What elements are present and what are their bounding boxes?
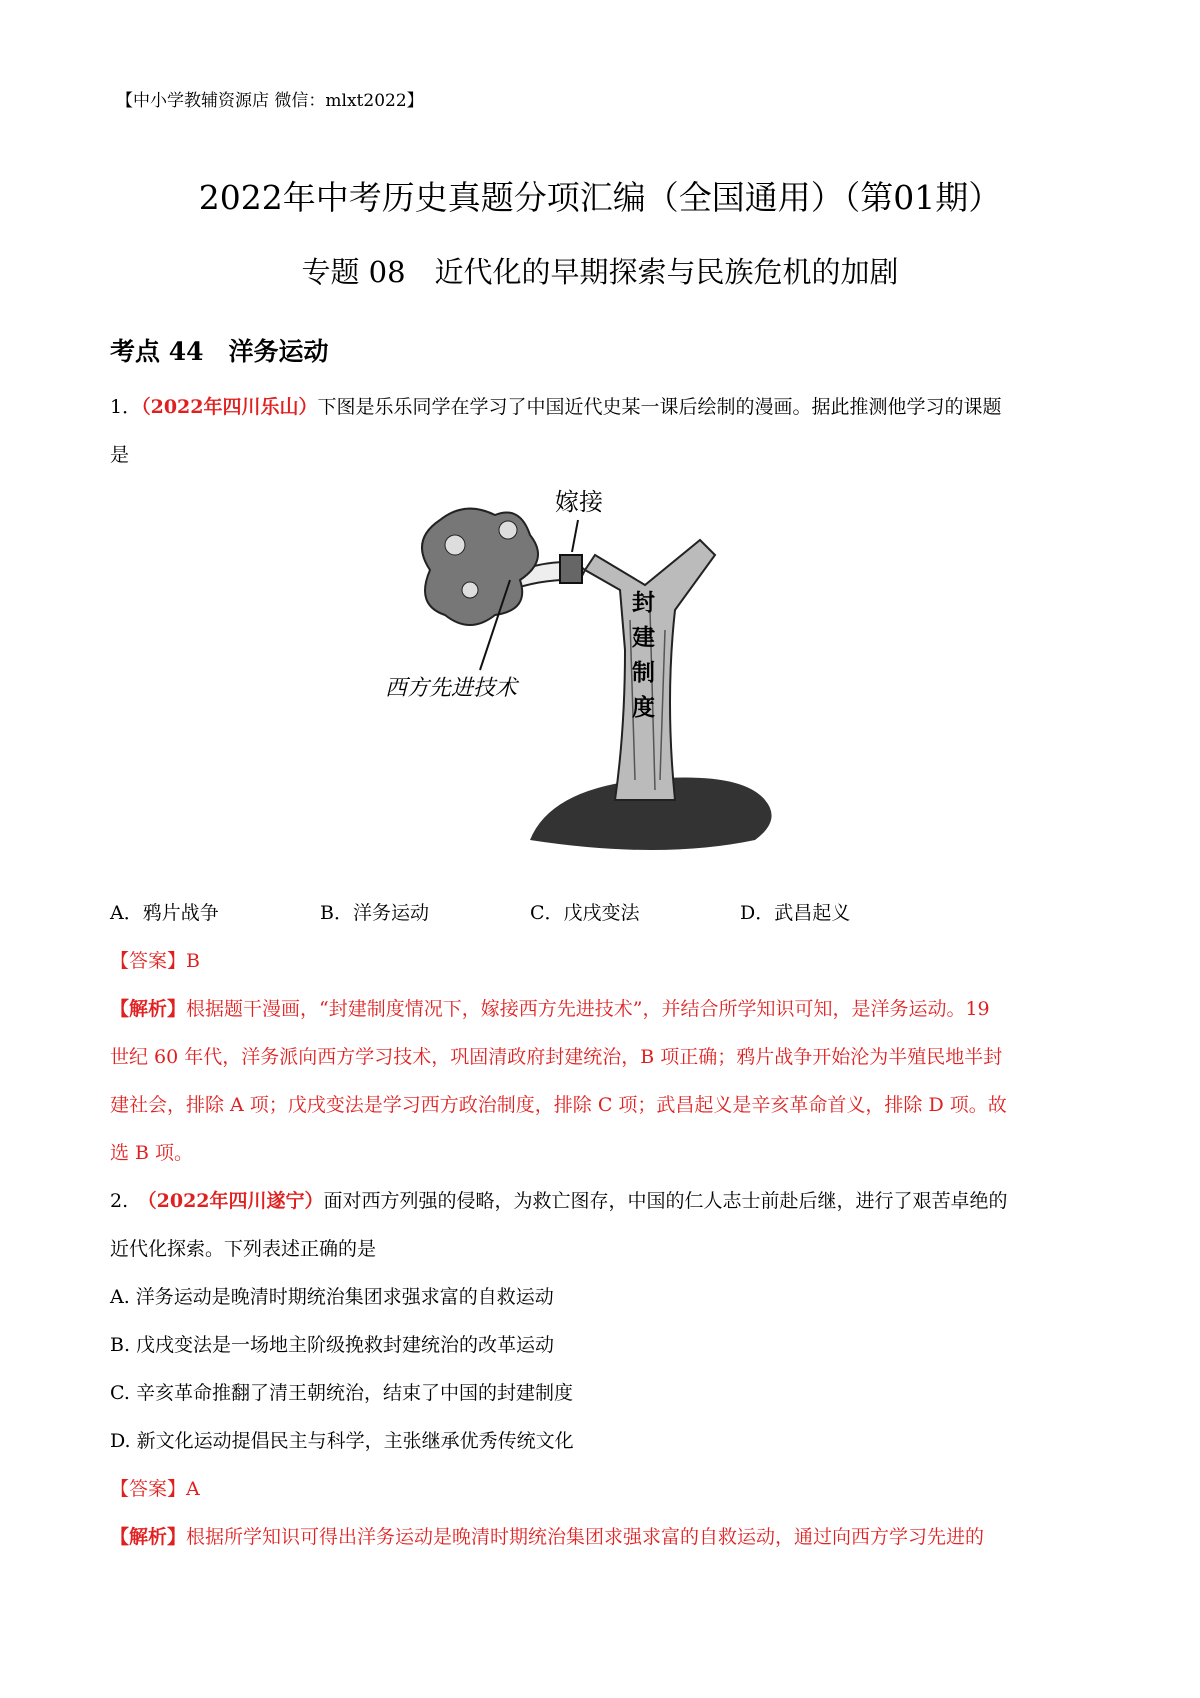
page-title: 2022年中考历史真题分项汇编（全国通用）（第01期） (198, 178, 1002, 217)
trunk-char-1: 封 (632, 590, 655, 616)
question-1-answer: 【答案】B (110, 950, 200, 972)
question-1-source: （2022年四川乐山） (141, 396, 318, 418)
question-1-number: 1． (110, 396, 142, 418)
question-1-analysis-line-4: 选 B 项。 (110, 1142, 194, 1164)
question-2-option-d: D. 新文化运动提倡民主与科学，主张继承优秀传统文化 (110, 1430, 574, 1452)
option-d: D．武昌起义 (740, 902, 851, 924)
label-western-tech: 西方先进技术 (385, 676, 518, 701)
question-1-line-2: 是 (110, 444, 130, 466)
page-subtitle: 专题 08 近代化的早期探索与民族危机的加剧 (301, 255, 899, 289)
cartoon-figure (385, 488, 810, 870)
question-1-analysis-line-3: 建社会，排除 A 项；戊戌变法是学习西方政治制度，排除 C 项；武昌起义是辛亥革命首义，排除 D 项。故 (110, 1094, 1007, 1116)
trunk-char-3: 制 (632, 660, 655, 686)
crown-shape (422, 509, 538, 625)
question-2-answer: 【答案】A (110, 1478, 200, 1500)
header-note: 【中小学教辅资源店 微信：mlxt2022】 (116, 91, 424, 111)
question-1-text: 下图是乐乐同学在学习了中国近代史某一课后绘制的漫画。据此推测他学习的课题 (317, 396, 1002, 418)
question-1-line-1 (110, 392, 1002, 419)
label-graft: 嫁接 (555, 488, 603, 516)
analysis-label: 【解析】 (110, 998, 187, 1020)
question-1-options (110, 898, 850, 925)
question-2-line-1 (110, 1186, 1008, 1213)
question-2-analysis-line-1 (110, 1522, 984, 1549)
cartoon-illustration (385, 488, 810, 870)
trunk-char-4: 度 (632, 695, 655, 721)
option-c: C．戊戌变法 (530, 902, 640, 924)
analysis-label: 【解析】 (110, 1526, 187, 1548)
question-2-option-c: C. 辛亥革命推翻了清王朝统治，结束了中国的封建制度 (110, 1382, 573, 1404)
section-heading: 考点 44 洋务运动 (110, 337, 329, 366)
question-2-text: 面对西方列强的侵略，为救亡图存，中国的仁人志士前赴后继，进行了艰苦卓绝的 (323, 1190, 1008, 1212)
question-1-analysis-line-2: 世纪 60 年代，洋务派向西方学习技术，巩固清政府封建统治，B 项正确；鸦片战争开始沦为半殖民地半封 (110, 1046, 1003, 1068)
analysis-text: 根据题干漫画，“封建制度情况下，嫁接西方先进技术”，并结合所学知识可知，是洋务运动。19 (186, 998, 990, 1020)
question-2-option-a: A. 洋务运动是晚清时期统治集团求强求富的自救运动 (110, 1286, 554, 1308)
question-2-line-2: 近代化探索。下列表述正确的是 (110, 1238, 377, 1260)
question-2-option-b: B. 戊戌变法是一场地主阶级挽救封建统治的改革运动 (110, 1334, 555, 1356)
question-2-source: （2022年四川遂宁） (147, 1190, 324, 1212)
option-a: A．鸦片战争 (110, 902, 219, 924)
option-b: B．洋务运动 (320, 902, 429, 924)
analysis-text: 根据所学知识可得出洋务运动是晚清时期统治集团求强求富的自救运动，通过向西方学习先进的 (186, 1526, 985, 1548)
trunk-char-2: 建 (632, 625, 655, 651)
question-1-analysis-line-1 (110, 994, 990, 1021)
question-2-number: 2. (110, 1190, 148, 1212)
graft-wrap (560, 555, 582, 583)
